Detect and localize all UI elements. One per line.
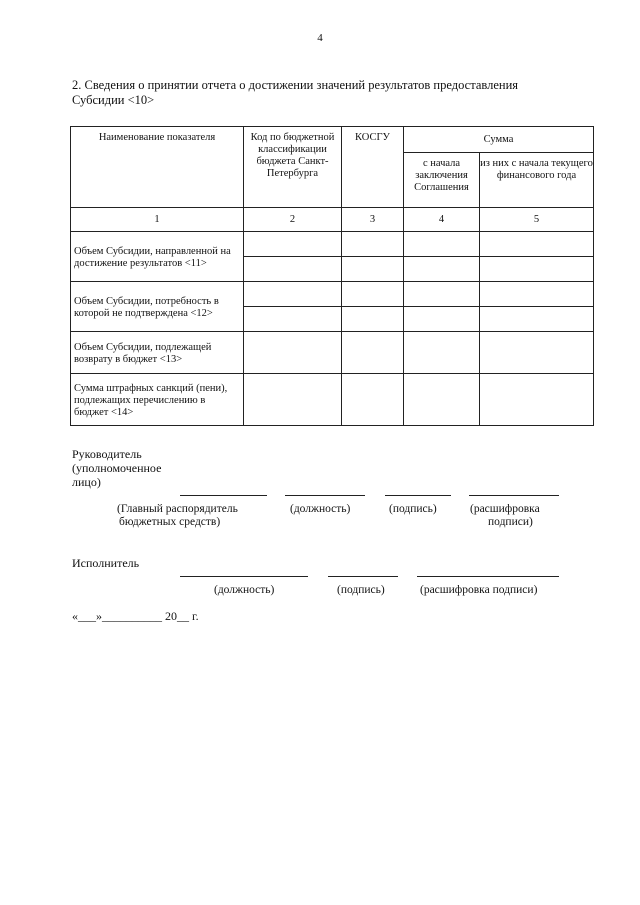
cell [480, 257, 594, 282]
report-table [70, 126, 594, 426]
manager-caption [117, 503, 277, 529]
signature-line [469, 495, 559, 496]
table-row [71, 374, 594, 426]
signature-line [417, 576, 559, 577]
section-heading-line1: 2. Сведения о принятии отчета о достижении значений результатов предоставления [72, 78, 519, 92]
col-number: 1 [71, 208, 244, 232]
col-number: 3 [342, 208, 404, 232]
row-label: Объем Субсидии, подлежащей возврату в бюджет <13> [71, 332, 244, 374]
cell [342, 282, 404, 307]
col-number: 2 [244, 208, 342, 232]
cell [244, 257, 342, 282]
col-number: 4 [404, 208, 480, 232]
row-label: Объем Субсидии, потребность в которой не подтверждена <12> [71, 282, 244, 332]
caption-line: подписи) [488, 516, 533, 528]
cell [404, 257, 480, 282]
col-number: 5 [480, 208, 594, 232]
signature-line [328, 576, 398, 577]
cell [342, 374, 404, 426]
table-row [71, 332, 594, 374]
signature-line [180, 495, 267, 496]
page-number: 4 [317, 32, 323, 44]
cell [342, 232, 404, 257]
cell [404, 232, 480, 257]
cell [244, 332, 342, 374]
cell [480, 232, 594, 257]
cell [244, 232, 342, 257]
header-current-year: из них с начала текущего финансового года [480, 153, 594, 208]
position-caption: (должность) [290, 503, 351, 515]
header-kosgu: КОСГУ [342, 127, 404, 208]
signature-line [285, 495, 365, 496]
cell [244, 282, 342, 307]
header-budget-code: Код по бюджетной классификации бюджета Санкт-Петербурга [244, 127, 342, 208]
date-line: «___»__________ 20__ г. [72, 609, 199, 623]
row-label: Объем Субсидии, направленной на достижение результатов <11> [71, 232, 244, 282]
executor-label: Исполнитель [72, 556, 140, 570]
cell [404, 332, 480, 374]
cell [480, 374, 594, 426]
executor-signature-caption: (подпись) [337, 584, 385, 596]
section-heading-line2: Субсидии <10> [72, 93, 155, 107]
row-label: Сумма штрафных санкций (пени), подлежащих перечислению в бюджет <14> [71, 374, 244, 426]
executor-position-caption: (должность) [214, 584, 275, 596]
cell [480, 332, 594, 374]
head-label-line: Руководитель [72, 447, 142, 461]
header-since-start: с начала заключения Соглашения [404, 153, 480, 208]
cell [342, 257, 404, 282]
head-label-line: лицо) [72, 475, 101, 489]
head-label [72, 447, 182, 489]
table-row [71, 232, 594, 257]
header-indicator: Наименование показателя [71, 127, 244, 208]
cell [480, 307, 594, 332]
cell [404, 374, 480, 426]
caption-line: (расшифровка [470, 503, 540, 515]
cell [342, 332, 404, 374]
column-number-row [71, 208, 594, 232]
caption-line: (Главный распорядитель [117, 503, 238, 515]
cell [342, 307, 404, 332]
executor-decoding-caption: (расшифровка подписи) [420, 584, 538, 596]
header-sum: Сумма [404, 127, 594, 153]
signature-line [385, 495, 451, 496]
cell [244, 307, 342, 332]
cell [404, 282, 480, 307]
table-row [71, 282, 594, 307]
signature-line [180, 576, 308, 577]
cell [480, 282, 594, 307]
decoding-caption [470, 503, 560, 529]
head-label-line: (уполномоченное [72, 461, 162, 475]
cell [404, 307, 480, 332]
caption-line: бюджетных средств) [119, 516, 221, 528]
signature-caption: (подпись) [389, 503, 437, 515]
section-heading [72, 78, 592, 93]
cell [244, 374, 342, 426]
